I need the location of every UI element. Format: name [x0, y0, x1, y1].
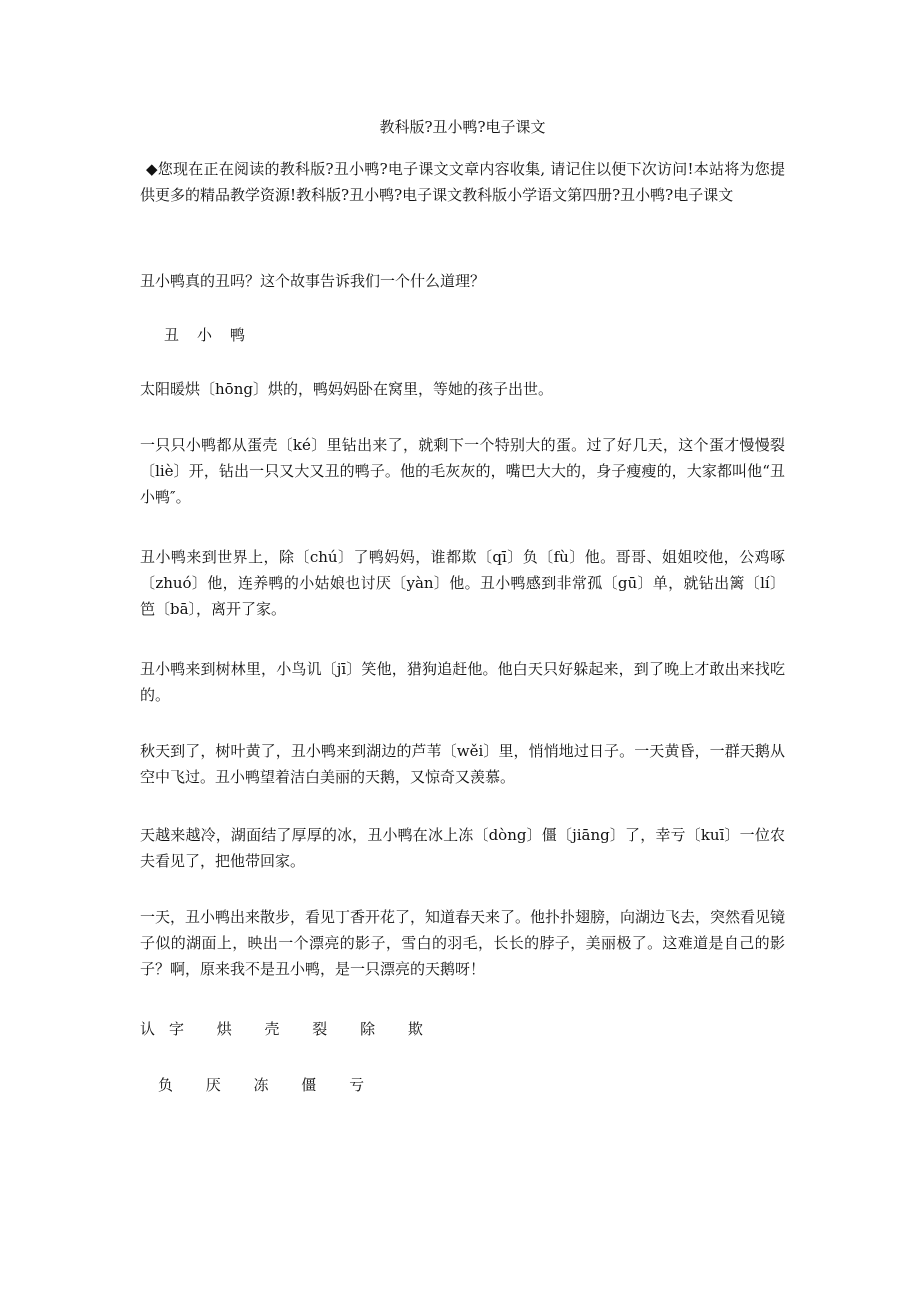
- vocabulary-line-2: 负 厌 冻 僵 亏: [158, 1076, 379, 1094]
- story-paragraph: 天越来越冷，湖面结了厚厚的冰，丑小鸭在冰上冻〔dòng〕僵〔jiāng〕了，幸亏〔kuī〕一位农夫看见了，把他带回家。: [140, 826, 785, 870]
- story-paragraph: 一只只小鸭都从蛋壳〔ké〕里钻出来了，就剩下一个特别大的蛋。过了好几天，这个蛋才慢慢裂〔liè〕开，钻出一只又大又丑的鸭子。他的毛灰灰的，嘴巴大大的，身子瘦瘦的，大家都叫他“丑小鸭″。: [140, 436, 785, 506]
- intro-text: 您现在正在阅读的教科版?丑小鸭?电子课文文章内容收集, 请记住以便下次访问!本站将为您提供更多的精品教学资源!教科版?丑小鸭?电子课文教科版小学语文第四册?丑小鸭?电子课文: [140, 160, 785, 204]
- story-title: 丑小鸭: [164, 326, 264, 344]
- story-paragraph: 丑小鸭来到世界上，除〔chú〕了鸭妈妈，谁都欺〔qī〕负〔fù〕他。哥哥、姐姐咬他，公鸡啄〔zhuó〕他，连养鸭的小姑娘也讨厌〔yàn〕他。丑小鸭感到非常孤〔gū〕单，就钻出篱〔lí〕笆〔bā〕，离开了家。: [140, 548, 785, 618]
- document-title: 教科版?丑小鸭?电子课文: [379, 118, 546, 136]
- vocabulary-line-1: 认字 烘 壳 裂 除 欺: [140, 1020, 437, 1038]
- story-paragraph: 一天，丑小鸭出来散步，看见丁香开花了，知道春天来了。他扑扑翅膀，向湖边飞去，突然看见镜子似的湖面上，映出一个漂亮的影子，雪白的羽毛，长长的脖子，美丽极了。这难道是自己的影子？啊，原来我不是丑小鸭，是一只漂亮的天鹅呀！: [140, 908, 786, 978]
- diamond-icon: ◆: [146, 160, 158, 178]
- guiding-question: 丑小鸭真的丑吗？这个故事告诉我们一个什么道理？: [140, 272, 486, 290]
- intro-paragraph: [140, 156, 785, 208]
- story-paragraph: 丑小鸭来到树林里，小鸟讥〔jī〕笑他，猎狗追赶他。他白天只好躲起来，到了晚上才敢出来找吃的。: [140, 660, 785, 704]
- story-paragraph: 太阳暖烘〔hōng〕烘的，鸭妈妈卧在窝里，等她的孩子出世。: [140, 380, 553, 398]
- story-paragraph: 秋天到了，树叶黄了，丑小鸭来到湖边的芦苇〔wěi〕里，悄悄地过日子。一天黄昏，一群天鹅从空中飞过。丑小鸭望着洁白美丽的天鹅，又惊奇又羡慕。: [140, 742, 785, 786]
